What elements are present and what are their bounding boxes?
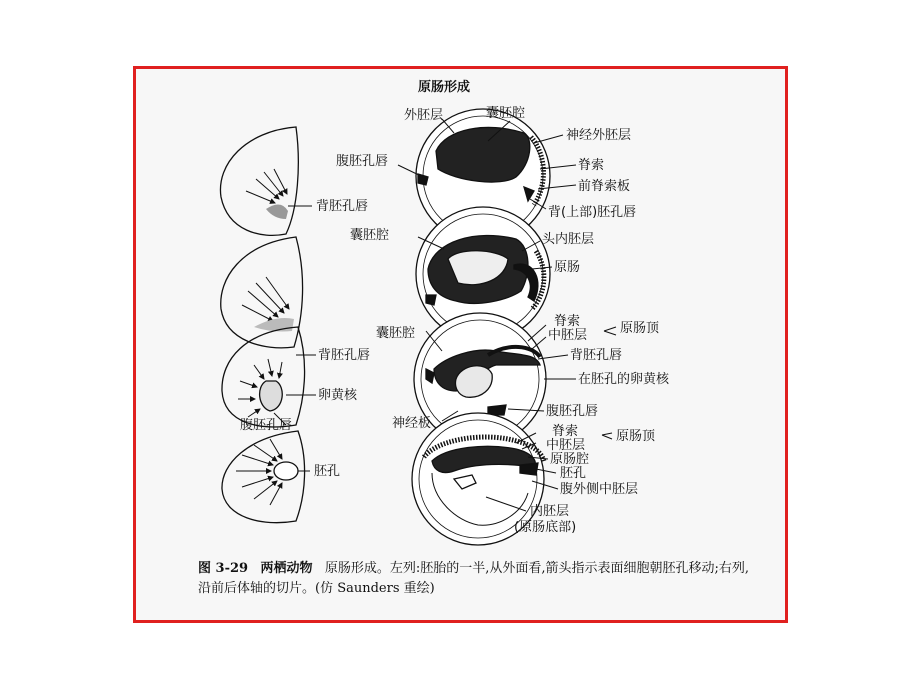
label-ectoderm: 外胚层 — [404, 108, 444, 123]
label-mesoderm-3: 中胚层 — [548, 328, 588, 343]
label-ventral-lip-1: 腹胚孔唇 — [336, 154, 389, 169]
figure-caption — [198, 559, 758, 599]
label-blastocoel-3: 囊胚腔 — [376, 326, 416, 341]
label-archenteron: 原肠 — [554, 260, 581, 275]
label-neural-ectoderm: 神经外胚层 — [566, 128, 632, 143]
left-embryo-1 — [220, 127, 312, 235]
label-neural-plate: 神经板 — [392, 416, 432, 431]
label-blastopore-left: 胚孔 — [314, 464, 341, 479]
label-archenteron-cavity: 原肠腔 — [550, 452, 590, 467]
label-yolk-plug: 卵黄核 — [318, 388, 358, 403]
gastrulation-diagram — [136, 69, 785, 620]
label-notochord-4: 脊索 — [552, 424, 579, 439]
caption-text: 原肠形成。左列:胚胎的一半,从外面看,箭头指示表面细胞朝胚孔移动;右列,沿前后体轴的切片。(仿 Saunders 重绘) — [198, 561, 750, 596]
label-blastocoel-1: 囊胚腔 — [486, 106, 526, 121]
caption-number: 图 3-29 — [198, 561, 249, 576]
label-archenteron-roof-4: 原肠顶 — [616, 429, 656, 444]
label-yolk-plug-in-blastopore: 在胚孔的卵黄核 — [578, 372, 670, 387]
label-mesoderm-4: 中胚层 — [546, 438, 586, 453]
label-dorsal-lip-3: 背胚孔唇 — [318, 348, 371, 363]
label-blastopore-section: 胚孔 — [560, 466, 587, 481]
left-embryo-2 — [221, 237, 303, 348]
label-dorsal-upper-lip: 背(上部)胚孔唇 — [548, 205, 637, 220]
label-archenteron-roof-3: 原肠顶 — [620, 321, 660, 336]
figure-title: 原肠形成 — [418, 80, 471, 95]
label-archenteron-floor: (原肠底部) — [514, 520, 577, 535]
label-ventral-lip-3: 腹胚孔唇 — [240, 418, 293, 433]
label-prechordal-plate: 前脊索板 — [578, 179, 631, 194]
label-head-endoderm: 头内胚层 — [542, 232, 595, 247]
label-notochord-3: 脊索 — [554, 314, 581, 329]
label-ventral-lip-section-3: 腹胚孔唇 — [546, 404, 599, 419]
left-embryo-3 — [222, 327, 316, 427]
label-notochord-1: 脊索 — [578, 158, 605, 173]
label-ventrolateral-mesoderm: 腹外侧中胚层 — [560, 482, 639, 497]
left-embryo-4 — [222, 431, 310, 523]
figure-frame — [133, 66, 788, 623]
label-blastocoel-2: 囊胚腔 — [350, 228, 390, 243]
label-dorsal-lip-section-3: 背胚孔唇 — [570, 348, 623, 363]
label-endoderm: 内胚层 — [530, 504, 570, 519]
caption-subject: 两栖动物 — [260, 561, 313, 576]
label-dorsal-lip-1: 背胚孔唇 — [316, 199, 369, 214]
